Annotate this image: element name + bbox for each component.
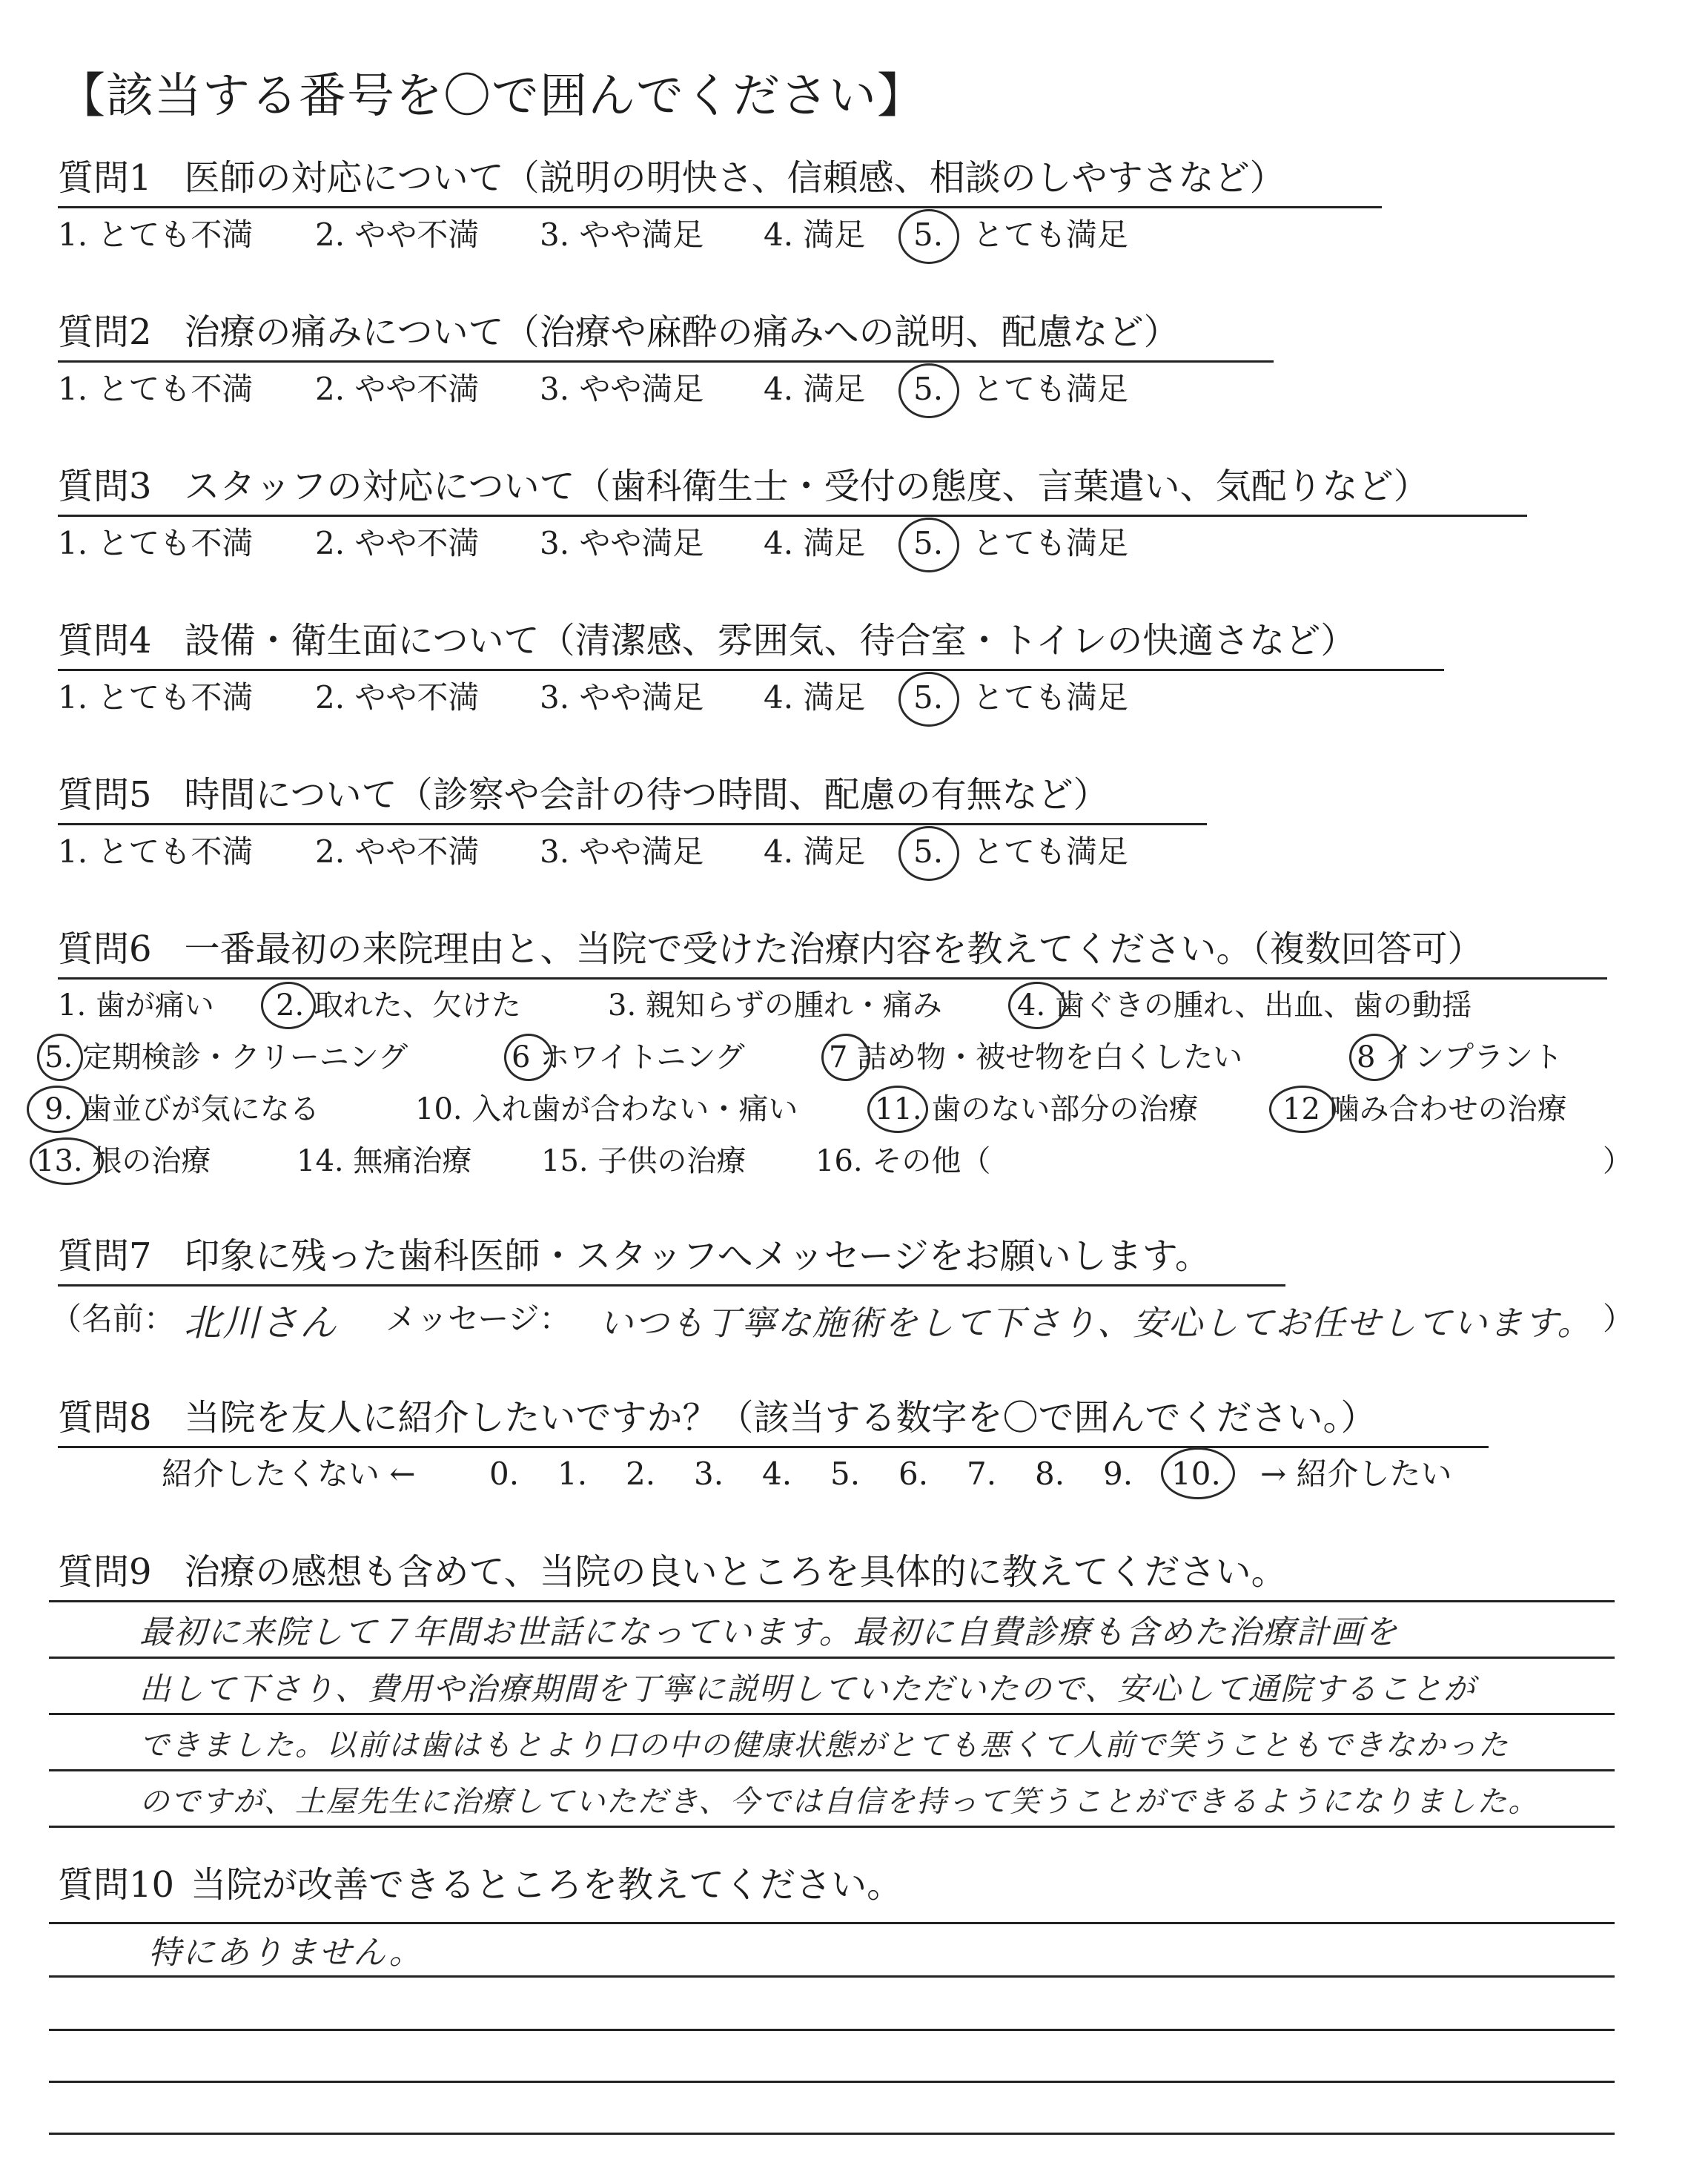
question-2-heading bbox=[58, 310, 1179, 354]
q6-option-3[interactable]: 3. 親知らずの腫れ・痛み bbox=[608, 988, 942, 1023]
q2-option-4[interactable]: 4. 満足 bbox=[764, 371, 866, 407]
q10-line-3 bbox=[49, 2081, 1615, 2083]
q8-right-label: → 紹介したい bbox=[1260, 1456, 1452, 1492]
q8-option-1[interactable]: 1. bbox=[557, 1456, 588, 1492]
question-10-number: 質問10 bbox=[58, 1864, 175, 1906]
question-1-text: 医師の対応について（説明の明快さ、信頼感、相談のしやすさなど） bbox=[184, 157, 1285, 199]
question-8-heading bbox=[58, 1396, 1377, 1440]
q8-option-2[interactable]: 2. bbox=[626, 1456, 656, 1492]
question-10-heading bbox=[58, 1863, 902, 1907]
q2-option-3[interactable]: 3. やや満足 bbox=[540, 371, 704, 407]
q6-option-9[interactable]: 9. 歯並びが気になる bbox=[44, 1092, 320, 1126]
q6-option-15[interactable]: 15. 子供の治療 bbox=[541, 1144, 747, 1178]
q6-option-12[interactable]: 12 噛み合わせの治療 bbox=[1282, 1092, 1567, 1126]
question-4-text: 設備・衛生面について（清潔感、雰囲気、待合室・トイレの快適さなど） bbox=[184, 620, 1357, 661]
question-9-number: 質問9 bbox=[58, 1551, 152, 1593]
q8-option-6[interactable]: 6. bbox=[898, 1456, 929, 1492]
question-8-number: 質問8 bbox=[58, 1397, 152, 1439]
q7-close-paren: ） bbox=[1603, 1301, 1635, 1337]
q4-option-1[interactable]: 1. とても不満 bbox=[58, 679, 254, 716]
q4-option-5[interactable]: 5. bbox=[913, 679, 944, 716]
q6-option-10[interactable]: 10. 入れ歯が合わない・痛い bbox=[415, 1092, 798, 1126]
q10-line-0 bbox=[49, 1922, 1615, 1924]
q6-option-4[interactable]: 4. 歯ぐきの腫れ、出血、歯の動揺 bbox=[1017, 988, 1472, 1023]
q1-option-5-label: とても満足 bbox=[973, 217, 1129, 253]
q5-option-1[interactable]: 1. とても不満 bbox=[58, 833, 254, 870]
q3-option-3[interactable]: 3. やや満足 bbox=[540, 525, 704, 561]
question-3-heading bbox=[58, 464, 1429, 509]
question-5-heading bbox=[58, 773, 1109, 817]
q6-option-2[interactable]: 2. 取れた、欠けた bbox=[276, 988, 521, 1023]
q6-option-8[interactable]: 8 インプラント bbox=[1357, 1040, 1563, 1074]
q10-line-1 bbox=[49, 1975, 1615, 1978]
q9-line-3 bbox=[49, 1769, 1615, 1771]
question-8-text: 当院を友人に紹介したいですか？（該当する数字を〇で囲んでください。） bbox=[184, 1397, 1377, 1439]
question-4-underline bbox=[58, 669, 1444, 671]
q8-option-5[interactable]: 5. bbox=[830, 1456, 861, 1492]
question-4-number: 質問4 bbox=[58, 620, 152, 661]
question-7-number: 質問7 bbox=[58, 1235, 152, 1277]
q9-line-2 bbox=[49, 1713, 1615, 1715]
q2-option-5[interactable]: 5. bbox=[913, 371, 944, 407]
question-9-text: 治療の感想も含めて、当院の良いところを具体的に教えてください。 bbox=[184, 1551, 1287, 1593]
q7-message-label: メッセージ： bbox=[385, 1301, 571, 1337]
question-7-text: 印象に残った歯科医師・スタッフへメッセージをお願いします。 bbox=[184, 1235, 1211, 1277]
q7-message-handwriting: いつも丁寧な施術をして下さり、安心してお任せしています。 bbox=[599, 1303, 1593, 1343]
question-2-text: 治療の痛みについて（治療や麻酔の痛みへの説明、配慮など） bbox=[184, 311, 1179, 353]
question-3-text: スタッフの対応について（歯科衛生士・受付の態度、言葉遣い、気配りなど） bbox=[184, 466, 1429, 507]
q6-option-1[interactable]: 1. 歯が痛い bbox=[58, 988, 214, 1023]
q6-option-5[interactable]: 5. 定期検診・クリーニング bbox=[44, 1040, 408, 1074]
q1-option-5[interactable]: 5. bbox=[913, 217, 944, 253]
q1-option-2[interactable]: 2. やや不満 bbox=[315, 217, 480, 253]
question-1-heading bbox=[58, 156, 1285, 200]
q2-option-2[interactable]: 2. やや不満 bbox=[315, 371, 480, 407]
q2-option-1[interactable]: 1. とても不満 bbox=[58, 371, 254, 407]
q8-option-4[interactable]: 4. bbox=[762, 1456, 792, 1492]
q5-option-2[interactable]: 2. やや不満 bbox=[315, 833, 480, 870]
q3-option-2[interactable]: 2. やや不満 bbox=[315, 525, 480, 561]
q6-option-16-close: ） bbox=[1603, 1144, 1632, 1178]
q9-answer-line-4: のですが、土屋先生に治療していただき、今では自信を持って笑うことができるようになりました。 bbox=[139, 1785, 1540, 1819]
q8-option-0[interactable]: 0. bbox=[489, 1456, 520, 1492]
q9-answer-line-3: できました。以前は歯はもとより口の中の健康状態がとても悪くて人前で笑うこともできなかった bbox=[139, 1728, 1509, 1763]
q1-option-1[interactable]: 1. とても不満 bbox=[58, 217, 254, 253]
q4-option-5-label: とても満足 bbox=[973, 679, 1129, 716]
q6-option-7[interactable]: 7 詰め物・被せ物を白くしたい bbox=[829, 1040, 1243, 1074]
q8-option-3[interactable]: 3. bbox=[694, 1456, 724, 1492]
q7-name-label: （名前： bbox=[50, 1301, 176, 1337]
page-title: 【該当する番号を〇で囲んでください】 bbox=[58, 69, 925, 124]
q6-option-14[interactable]: 14. 無痛治療 bbox=[297, 1144, 472, 1178]
q3-option-4[interactable]: 4. 満足 bbox=[764, 525, 866, 561]
question-6-underline bbox=[58, 977, 1607, 980]
q4-option-4[interactable]: 4. 満足 bbox=[764, 679, 866, 716]
q4-option-2[interactable]: 2. やや不満 bbox=[315, 679, 480, 716]
q10-answer-line-1: 特にありません。 bbox=[148, 1934, 423, 1972]
q5-option-4[interactable]: 4. 満足 bbox=[764, 833, 866, 870]
q9-line-0 bbox=[49, 1600, 1615, 1602]
question-7-heading bbox=[58, 1234, 1211, 1278]
q5-option-5-label: とても満足 bbox=[973, 833, 1129, 870]
question-8-underline bbox=[58, 1446, 1489, 1448]
question-5-underline bbox=[58, 823, 1207, 825]
q10-line-4 bbox=[49, 2133, 1615, 2135]
q9-answer-line-2: 出して下さり、費用や治療期間を丁寧に説明していただいたので、安心して通院することが bbox=[139, 1671, 1477, 1707]
q4-option-3[interactable]: 3. やや満足 bbox=[540, 679, 704, 716]
question-1-number: 質問1 bbox=[58, 157, 152, 199]
q9-line-4 bbox=[49, 1826, 1615, 1828]
q10-line-2 bbox=[49, 2029, 1615, 2031]
q3-option-5[interactable]: 5. bbox=[913, 525, 944, 561]
question-2-underline bbox=[58, 360, 1274, 363]
q7-name-handwriting: 北川さん bbox=[184, 1301, 338, 1344]
question-10-text: 当院が改善できるところを教えてください。 bbox=[191, 1864, 903, 1906]
question-6-heading bbox=[58, 927, 1483, 971]
q6-option-6[interactable]: 6 ホワイトニング bbox=[512, 1040, 745, 1074]
q8-option-8[interactable]: 8. bbox=[1035, 1456, 1065, 1492]
q5-option-3[interactable]: 3. やや満足 bbox=[540, 833, 704, 870]
question-4-heading bbox=[58, 618, 1356, 663]
q9-answer-line-1: 最初に来院して７年間お世話になっています。最初に自費診療も含めた治療計画を bbox=[139, 1614, 1399, 1651]
question-2-number: 質問2 bbox=[58, 311, 152, 353]
q3-option-1[interactable]: 1. とても不満 bbox=[58, 525, 254, 561]
q6-option-11[interactable]: 11. 歯のない部分の治療 bbox=[875, 1092, 1199, 1126]
q6-option-13[interactable]: 13. 根の治療 bbox=[36, 1144, 211, 1178]
question-7-underline bbox=[58, 1284, 1285, 1287]
q5-option-5[interactable]: 5. bbox=[913, 833, 944, 870]
q8-option-10[interactable]: 10. bbox=[1171, 1456, 1221, 1492]
question-1-underline bbox=[58, 206, 1382, 208]
question-3-number: 質問3 bbox=[58, 466, 152, 507]
q9-line-1 bbox=[49, 1657, 1615, 1659]
q1-option-3[interactable]: 3. やや満足 bbox=[540, 217, 704, 253]
question-6-number: 質問6 bbox=[58, 928, 152, 970]
q2-option-5-label: とても満足 bbox=[973, 371, 1129, 407]
q8-left-label: 紹介したくない ← bbox=[162, 1456, 416, 1492]
question-5-number: 質問5 bbox=[58, 774, 152, 816]
q6-option-16[interactable]: 16. その他（ bbox=[815, 1144, 991, 1178]
q8-option-7[interactable]: 7. bbox=[967, 1456, 997, 1492]
question-5-text: 時間について（診察や会計の待つ時間、配慮の有無など） bbox=[184, 774, 1109, 816]
q3-option-5-label: とても満足 bbox=[973, 525, 1129, 561]
q1-option-4[interactable]: 4. 満足 bbox=[764, 217, 866, 253]
q8-option-9[interactable]: 9. bbox=[1103, 1456, 1133, 1492]
question-6-text: 一番最初の来院理由と、当院で受けた治療内容を教えてください。（複数回答可） bbox=[184, 928, 1483, 970]
question-3-underline bbox=[58, 515, 1527, 517]
question-9-heading bbox=[58, 1550, 1287, 1594]
